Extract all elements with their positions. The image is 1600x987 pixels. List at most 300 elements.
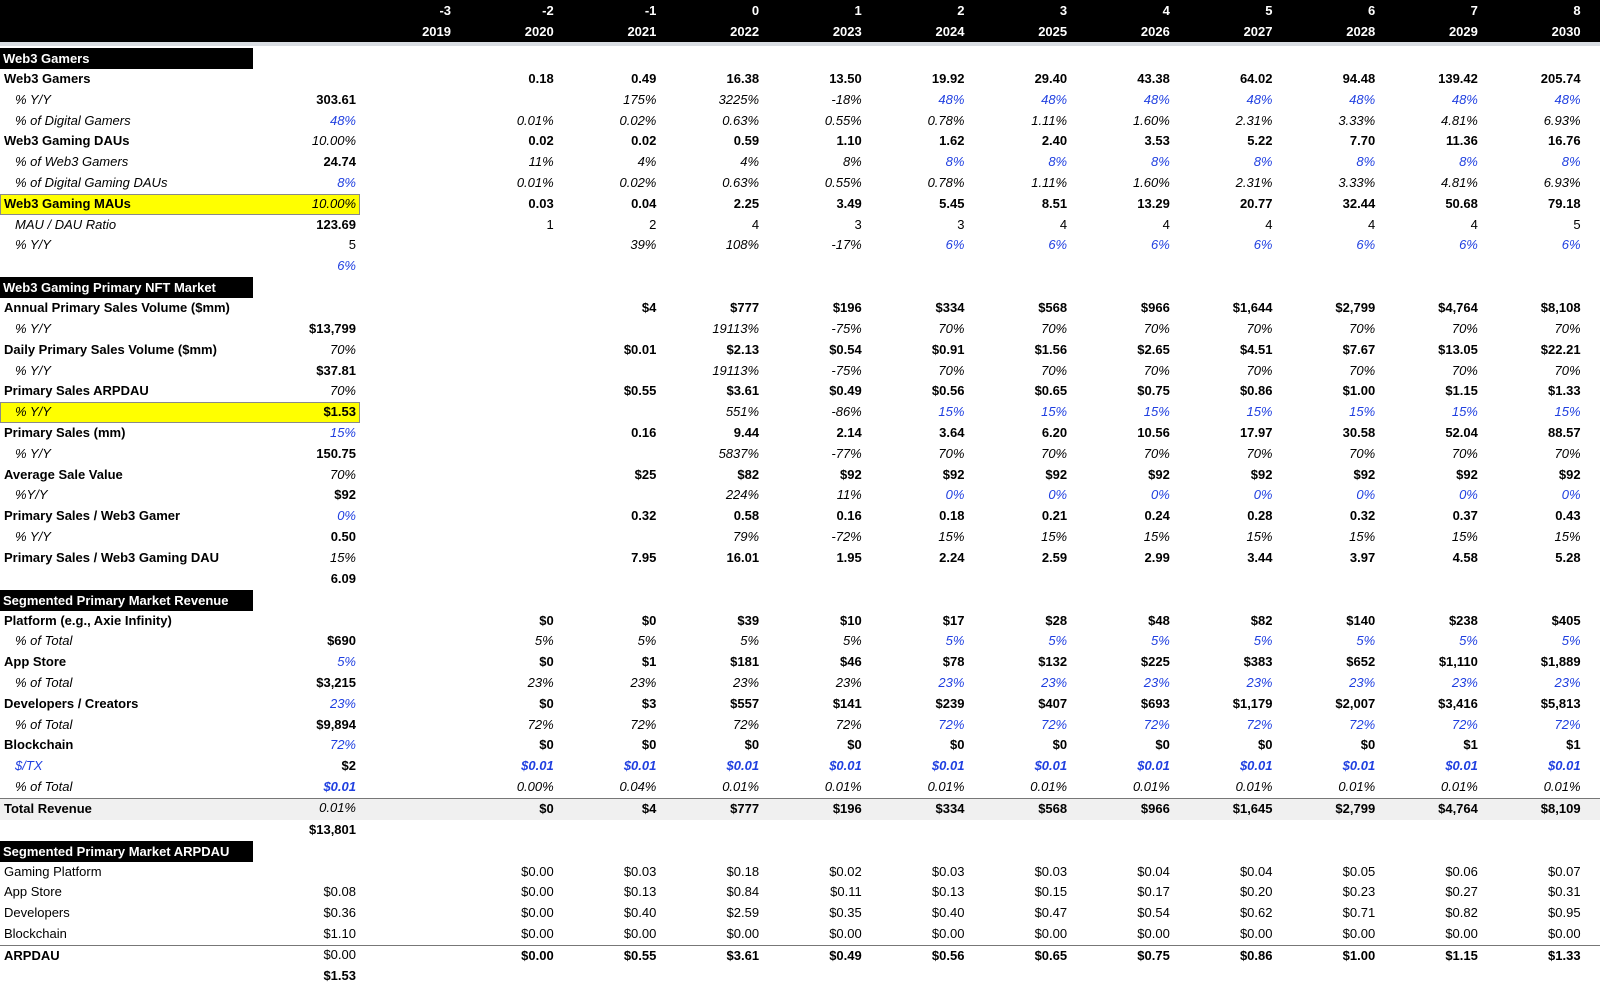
data-cell[interactable]: 70%	[1349, 445, 1376, 461]
data-cell[interactable]: $78	[942, 654, 965, 670]
data-cell[interactable]: 72%	[1349, 716, 1376, 732]
data-cell[interactable]	[558, 402, 661, 423]
data-cell[interactable]: $0	[539, 800, 554, 816]
data-cell[interactable]: $334	[935, 800, 965, 816]
data-cell[interactable]: $0.01	[726, 758, 760, 774]
data-cell[interactable]: 5%	[637, 633, 657, 649]
data-cell[interactable]: 150.75	[316, 445, 356, 461]
data-cell[interactable]: 23%	[1451, 674, 1478, 690]
data-cell[interactable]: 70%	[938, 445, 965, 461]
data-cell[interactable]: $0.36	[323, 905, 356, 921]
data-cell[interactable]: $25	[634, 466, 657, 482]
data-cell[interactable]: $92	[1045, 466, 1068, 482]
data-cell[interactable]: 23%	[938, 674, 965, 690]
data-cell[interactable]: 1	[546, 216, 554, 232]
data-cell[interactable]: 5%	[1253, 633, 1273, 649]
data-cell[interactable]: 0%	[1048, 487, 1068, 503]
data-cell[interactable]: 3.53	[1144, 133, 1170, 149]
data-cell[interactable]: $966	[1140, 300, 1170, 316]
data-cell[interactable]: 15%	[938, 528, 965, 544]
data-cell[interactable]: 0.01%	[516, 112, 554, 128]
row-label[interactable]: Blockchain	[4, 737, 74, 753]
data-cell[interactable]: $690	[327, 633, 356, 649]
data-cell[interactable]: 70%	[1143, 320, 1170, 336]
data-cell[interactable]: $2	[341, 758, 356, 774]
data-cell[interactable]: 0.16	[631, 424, 657, 440]
year-header-cell[interactable]: 2021	[627, 24, 657, 39]
data-cell[interactable]	[360, 485, 558, 506]
data-cell[interactable]: $4	[641, 800, 657, 816]
data-cell[interactable]: $92	[840, 466, 862, 482]
data-cell[interactable]: $0	[539, 695, 554, 711]
data-cell[interactable]: 43.38	[1137, 71, 1170, 86]
data-cell[interactable]: $0.00	[521, 925, 554, 941]
data-cell[interactable]: 0.37	[1452, 508, 1478, 524]
data-cell[interactable]: 0.01%	[1338, 778, 1376, 794]
data-cell[interactable]	[360, 527, 558, 548]
data-cell[interactable]	[360, 319, 558, 340]
data-cell[interactable]: 8%	[1459, 154, 1478, 170]
data-cell[interactable]: $0.00	[1445, 925, 1478, 941]
data-cell[interactable]	[558, 361, 661, 382]
data-cell[interactable]: 0.01%	[1543, 778, 1581, 794]
period-header-cell[interactable]: -3	[439, 3, 451, 18]
data-cell[interactable]: 39%	[630, 237, 657, 253]
data-cell[interactable]: 70%	[1349, 362, 1376, 378]
data-cell[interactable]: $0.91	[931, 341, 965, 357]
data-cell[interactable]: 1.10	[836, 133, 862, 149]
data-cell[interactable]: -17%	[831, 237, 862, 253]
period-header-cell[interactable]: 6	[1367, 3, 1376, 18]
data-cell[interactable]: 72%	[1554, 716, 1581, 732]
data-cell[interactable]: $0.00	[931, 925, 965, 941]
data-cell[interactable]: $1.15	[1445, 383, 1478, 399]
data-cell[interactable]: 6%	[1356, 237, 1376, 253]
data-cell[interactable]: $140	[1346, 612, 1376, 628]
data-cell[interactable]: $0.40	[623, 905, 657, 921]
data-cell[interactable]: 0.78%	[927, 112, 965, 128]
data-cell[interactable]: 13.50	[829, 71, 862, 86]
data-cell[interactable]: 4.81%	[1441, 112, 1478, 128]
data-cell[interactable]: $4,764	[1438, 800, 1478, 816]
data-cell[interactable]: $0.13	[931, 884, 965, 900]
data-cell[interactable]: $0.01	[931, 758, 965, 774]
data-cell[interactable]: $557	[730, 695, 760, 711]
data-cell[interactable]: 1.11%	[1031, 174, 1068, 190]
data-cell[interactable]: 6.20	[1041, 424, 1068, 440]
data-cell[interactable]: 2.14	[836, 424, 862, 440]
row-label[interactable]: Daily Primary Sales Volume ($mm)	[4, 341, 217, 357]
data-cell[interactable]: 0%	[945, 487, 965, 503]
data-cell[interactable]: $0.00	[623, 925, 657, 941]
data-cell[interactable]: $0	[1052, 737, 1068, 753]
data-cell[interactable]: 15%	[1451, 404, 1478, 420]
data-cell[interactable]	[360, 402, 558, 423]
data-cell[interactable]: $0.35	[829, 905, 862, 921]
data-cell[interactable]: $0.18	[726, 863, 760, 879]
data-cell[interactable]: 5.28	[1555, 549, 1581, 565]
data-cell[interactable]: $652	[1346, 654, 1376, 670]
data-cell[interactable]: $196	[832, 300, 862, 316]
data-cell[interactable]: -72%	[831, 528, 862, 544]
data-cell[interactable]: $4	[641, 300, 657, 316]
data-cell[interactable]: 0.02	[528, 133, 554, 149]
year-header-cell[interactable]: 2019	[422, 24, 451, 39]
data-cell[interactable]: 6%	[1048, 237, 1068, 253]
data-cell[interactable]: $0.01	[323, 778, 356, 794]
period-header-cell[interactable]: 3	[1059, 3, 1068, 18]
data-cell[interactable]: $1.56	[1034, 341, 1068, 357]
data-cell[interactable]: 1.95	[836, 549, 862, 565]
period-header-cell[interactable]: 0	[751, 3, 760, 18]
data-cell[interactable]: 0.01%	[319, 799, 356, 815]
data-cell[interactable]: $0.71	[1342, 905, 1376, 921]
year-header-cell[interactable]: 2027	[1243, 24, 1273, 39]
data-cell[interactable]: $2.65	[1137, 341, 1170, 357]
data-cell[interactable]: $1,889	[1540, 654, 1581, 670]
row-label[interactable]: % Y/Y	[15, 404, 51, 420]
data-cell[interactable]: 5%	[740, 633, 760, 649]
data-cell[interactable]: 205.74	[1540, 71, 1581, 86]
data-cell[interactable]: 0.04	[631, 195, 657, 211]
data-cell[interactable]: $0.00	[521, 947, 554, 963]
data-cell[interactable]: 123.69	[316, 216, 356, 232]
data-cell[interactable]: 5%	[1151, 633, 1170, 649]
data-cell[interactable]: 6%	[945, 237, 965, 253]
data-cell[interactable]: $9,894	[316, 716, 356, 732]
data-cell[interactable]: 0%	[1151, 487, 1170, 503]
data-cell[interactable]: $2.13	[726, 341, 760, 357]
year-header-cell[interactable]: 2024	[935, 24, 965, 39]
data-cell[interactable]: 5	[348, 237, 356, 253]
data-cell[interactable]: 9.44	[733, 424, 760, 440]
data-cell[interactable]: 72%	[1041, 716, 1068, 732]
data-cell[interactable]: 72%	[1246, 716, 1273, 732]
data-cell[interactable]	[360, 423, 558, 444]
data-cell[interactable]: 6%	[1151, 237, 1170, 253]
data-cell[interactable]: 72%	[1451, 716, 1478, 732]
data-cell[interactable]: 5%	[842, 633, 862, 649]
data-cell[interactable]: $1.33	[1548, 947, 1581, 963]
data-cell[interactable]: 5%	[945, 633, 965, 649]
data-cell[interactable]: 11.36	[1446, 133, 1478, 149]
data-cell[interactable]: 88.57	[1548, 424, 1581, 440]
data-cell[interactable]: 15%	[1041, 528, 1068, 544]
row-label[interactable]: App Store	[4, 654, 67, 670]
data-cell[interactable]: 6.93%	[1543, 112, 1581, 128]
data-cell[interactable]: $225	[1140, 654, 1170, 670]
data-cell[interactable]: 79%	[733, 528, 760, 544]
data-cell[interactable]: 3.97	[1349, 549, 1376, 565]
data-cell[interactable]: 0%	[1253, 487, 1273, 503]
data-cell[interactable]	[558, 319, 661, 340]
data-cell[interactable]: 0.01%	[927, 778, 965, 794]
data-cell[interactable]: $0.01	[1239, 758, 1273, 774]
data-cell[interactable]: 0.50	[330, 528, 356, 544]
data-cell[interactable]: 4	[1265, 216, 1273, 232]
data-cell[interactable]: 4.81%	[1441, 174, 1478, 190]
data-cell[interactable]: $7.67	[1342, 341, 1376, 357]
data-cell[interactable]: $1,644	[1232, 300, 1273, 316]
data-cell[interactable]	[360, 381, 558, 402]
data-cell[interactable]: $1.15	[1445, 947, 1478, 963]
data-cell[interactable]: $0.84	[726, 884, 760, 900]
data-cell[interactable]: 70%	[1451, 320, 1478, 336]
data-cell[interactable]: $0	[949, 737, 965, 753]
data-cell[interactable]: $0.03	[623, 863, 657, 879]
row-label[interactable]: Web3 Gaming DAUs	[4, 133, 130, 149]
data-cell[interactable]: $0.01	[521, 758, 554, 774]
data-cell[interactable]: $777	[730, 800, 760, 816]
data-cell[interactable]: $0.65	[1034, 383, 1068, 399]
data-cell[interactable]: $0.75	[1137, 947, 1170, 963]
data-cell[interactable]: 19.92	[931, 71, 965, 86]
data-cell[interactable]: 0.28	[1247, 508, 1273, 524]
data-cell[interactable]: $0.00	[521, 884, 554, 900]
data-cell[interactable]: $0.05	[1342, 863, 1376, 879]
data-cell[interactable]: 72%	[527, 716, 554, 732]
data-cell[interactable]: 3	[854, 216, 862, 232]
data-cell[interactable]: 5.45	[939, 195, 965, 211]
header-blank-cell[interactable]	[0, 0, 360, 21]
data-cell[interactable]: 4	[1059, 216, 1068, 232]
data-cell[interactable]: $92	[1148, 466, 1170, 482]
data-cell[interactable]: $0.62	[1239, 905, 1273, 921]
data-cell[interactable]: 70%	[1143, 445, 1170, 461]
data-cell[interactable]: 3.33%	[1338, 112, 1376, 128]
period-header-cell[interactable]: 1	[854, 3, 862, 18]
data-cell[interactable]: $22.21	[1540, 341, 1581, 357]
data-cell[interactable]: $0.02	[829, 863, 862, 879]
data-cell[interactable]: 16.01	[726, 549, 760, 565]
data-cell[interactable]: 48%	[938, 91, 965, 107]
data-cell[interactable]: $0.01	[1445, 758, 1478, 774]
data-cell[interactable]: -18%	[831, 91, 862, 107]
data-cell[interactable]: $181	[730, 654, 760, 670]
row-label[interactable]: Primary Sales / Web3 Gamer	[4, 508, 181, 524]
data-cell[interactable]: $1.33	[1548, 383, 1581, 399]
data-cell[interactable]: 175%	[623, 91, 657, 107]
data-cell[interactable]: $0.15	[1034, 884, 1068, 900]
data-cell[interactable]: $0.20	[1239, 884, 1273, 900]
data-cell[interactable]: $0.00	[1034, 925, 1068, 941]
data-cell[interactable]: 0.01%	[1030, 778, 1068, 794]
data-cell[interactable]: $0.00	[1239, 925, 1273, 941]
data-cell[interactable]: 48%	[1143, 91, 1170, 107]
data-cell[interactable]: 1.11%	[1031, 112, 1068, 128]
data-cell[interactable]: 70%	[329, 341, 356, 357]
data-cell[interactable]: 79.18	[1548, 195, 1581, 211]
data-cell[interactable]: $0.01	[623, 341, 657, 357]
data-cell[interactable]: 6%	[1561, 237, 1581, 253]
data-cell[interactable]: 17.97	[1239, 424, 1273, 440]
data-cell[interactable]: 0.58	[733, 508, 760, 524]
data-cell[interactable]: 5.22	[1247, 133, 1273, 149]
row-label[interactable]: $/TX	[15, 758, 43, 774]
data-cell[interactable]: $0	[847, 737, 862, 753]
year-header-cell[interactable]: 2028	[1346, 24, 1376, 39]
row-label[interactable]: % of Digital Gaming DAUs	[15, 174, 168, 190]
data-cell[interactable]: $13,799	[309, 320, 356, 336]
data-cell[interactable]: 23%	[527, 674, 554, 690]
data-cell[interactable]: $3,416	[1438, 695, 1478, 711]
data-cell[interactable]: 4%	[637, 154, 657, 170]
data-cell[interactable]: $0.00	[1548, 925, 1581, 941]
data-cell[interactable]: 23%	[1041, 674, 1068, 690]
data-cell[interactable]: 70%	[329, 466, 356, 482]
data-cell[interactable]: $92	[334, 487, 356, 503]
period-header-cell[interactable]: 7	[1470, 3, 1478, 18]
row-label[interactable]: Web3 Gamers	[4, 71, 91, 86]
data-cell[interactable]: $92	[1353, 466, 1376, 482]
data-cell[interactable]: $8,108	[1540, 300, 1581, 316]
data-cell[interactable]: 70%	[938, 320, 965, 336]
data-cell[interactable]: 8.51	[1041, 195, 1068, 211]
data-cell[interactable]: $0.00	[521, 905, 554, 921]
data-cell[interactable]: 15%	[1554, 528, 1581, 544]
data-cell[interactable]: 7.95	[631, 549, 657, 565]
data-cell[interactable]: $0.13	[623, 884, 657, 900]
data-cell[interactable]: $0.40	[931, 905, 965, 921]
data-cell[interactable]: $0.82	[1445, 905, 1478, 921]
data-cell[interactable]: $0.65	[1034, 947, 1068, 963]
data-cell[interactable]: $0.01	[1034, 758, 1068, 774]
data-cell[interactable]	[558, 444, 661, 465]
data-cell[interactable]: 70%	[1041, 320, 1068, 336]
data-cell[interactable]: $0.00	[1342, 925, 1376, 941]
data-cell[interactable]: -75%	[831, 320, 862, 336]
period-header-cell[interactable]: 5	[1265, 3, 1273, 18]
data-cell[interactable]: 23%	[1554, 674, 1581, 690]
row-label[interactable]: % of Total	[15, 716, 73, 732]
row-label[interactable]: MAU / DAU Ratio	[15, 216, 117, 232]
data-cell[interactable]: 8%	[842, 154, 862, 170]
data-cell[interactable]: $0.04	[1137, 863, 1170, 879]
data-cell[interactable]: 108%	[725, 237, 760, 253]
data-cell[interactable]: 19113%	[712, 320, 760, 336]
data-cell[interactable]: $1	[1566, 737, 1581, 753]
data-cell[interactable]: $8,109	[1540, 800, 1581, 816]
data-cell[interactable]: $92	[1456, 466, 1478, 482]
data-cell[interactable]: 0.24	[1144, 508, 1170, 524]
data-cell[interactable]: 32.44	[1342, 195, 1376, 211]
data-cell[interactable]: 0%	[1459, 487, 1478, 503]
data-cell[interactable]: 6.93%	[1543, 174, 1581, 190]
data-cell[interactable]: 2.59	[1041, 549, 1068, 565]
data-cell[interactable]: $3,215	[316, 674, 356, 690]
data-cell[interactable]: $0	[641, 737, 657, 753]
data-cell[interactable]: $2,007	[1335, 695, 1376, 711]
data-cell[interactable]: $92	[1250, 466, 1273, 482]
data-cell[interactable]: $693	[1140, 695, 1170, 711]
row-label[interactable]: Total Revenue	[4, 800, 92, 816]
data-cell[interactable]: 6%	[1459, 237, 1478, 253]
data-cell[interactable]: 11%	[528, 154, 554, 170]
data-cell[interactable]: $334	[935, 300, 965, 316]
data-cell[interactable]: 303.61	[316, 91, 356, 107]
data-cell[interactable]: 2.31%	[1235, 174, 1273, 190]
year-header-cell[interactable]: 2023	[832, 24, 862, 39]
data-cell[interactable]	[360, 444, 558, 465]
data-cell[interactable]: $0.07	[1548, 863, 1581, 879]
data-cell[interactable]: 0.18	[528, 71, 554, 86]
data-cell[interactable]: $46	[840, 654, 862, 670]
data-cell[interactable]: $0.06	[1445, 863, 1478, 879]
row-label[interactable]: % of Total	[15, 633, 73, 649]
data-cell[interactable]: 0%	[1561, 487, 1581, 503]
data-cell[interactable]: $1	[641, 654, 657, 670]
data-cell[interactable]: $0.75	[1137, 383, 1170, 399]
data-cell[interactable]: 551%	[725, 404, 760, 420]
period-header-cell[interactable]: -2	[542, 3, 554, 18]
data-cell[interactable]: 5	[1573, 216, 1581, 232]
data-cell[interactable]: 5837%	[718, 445, 760, 461]
data-cell[interactable]: $0.01	[1342, 758, 1376, 774]
data-cell[interactable]: 70%	[1143, 362, 1170, 378]
data-cell[interactable]: 0.21	[1041, 508, 1068, 524]
data-cell[interactable]: $0.01	[1137, 758, 1170, 774]
data-cell[interactable]: 48%	[1349, 91, 1376, 107]
data-cell[interactable]: 94.48	[1342, 71, 1376, 86]
data-cell[interactable]: 15%	[1246, 528, 1273, 544]
data-cell[interactable]: $0	[1155, 737, 1170, 753]
data-cell[interactable]: $1,645	[1232, 800, 1273, 816]
data-cell[interactable]: 70%	[1451, 362, 1478, 378]
data-cell[interactable]: 0.32	[631, 508, 657, 524]
data-cell[interactable]: 70%	[1554, 445, 1581, 461]
data-cell[interactable]: 48%	[1451, 91, 1478, 107]
row-label[interactable]: Gaming Platform	[4, 863, 102, 879]
data-cell[interactable]: 23%	[329, 695, 356, 711]
data-cell[interactable]: 20.77	[1239, 195, 1273, 211]
period-header-cell[interactable]: 8	[1573, 3, 1581, 18]
data-cell[interactable]: -77%	[831, 445, 862, 461]
data-cell[interactable]: 70%	[1041, 362, 1068, 378]
data-cell[interactable]: $0.08	[323, 884, 356, 900]
data-cell[interactable]: $4,764	[1438, 300, 1478, 316]
data-cell[interactable]: $0.00	[1137, 925, 1170, 941]
data-cell[interactable]: 3.33%	[1338, 174, 1376, 190]
row-label[interactable]: Annual Primary Sales Volume ($mm)	[4, 300, 230, 316]
data-cell[interactable]: $92	[942, 466, 965, 482]
period-header-cell[interactable]: 4	[1162, 3, 1170, 18]
row-label[interactable]: % Y/Y	[15, 91, 51, 107]
data-cell[interactable]: $966	[1140, 800, 1170, 816]
data-cell[interactable]: 2.24	[939, 549, 965, 565]
row-label[interactable]: % Y/Y	[15, 362, 51, 378]
data-cell[interactable]: $5,813	[1540, 695, 1581, 711]
data-cell[interactable]: $1.53	[323, 968, 356, 984]
data-cell[interactable]: 30.58	[1342, 424, 1376, 440]
data-cell[interactable]: 15%	[1246, 404, 1273, 420]
data-cell[interactable]: 23%	[1246, 674, 1273, 690]
data-cell[interactable]: $0.04	[1239, 863, 1273, 879]
data-cell[interactable]: $0	[1360, 737, 1376, 753]
data-cell[interactable]: $405	[1551, 612, 1581, 628]
data-cell[interactable]: 0.18	[939, 508, 965, 524]
data-cell[interactable]: 2.25	[733, 195, 760, 211]
data-cell[interactable]: $0.54	[1137, 905, 1170, 921]
data-cell[interactable]: 1.62	[939, 133, 965, 149]
data-cell[interactable]: 23%	[733, 674, 760, 690]
data-cell[interactable]: 0.32	[1349, 508, 1376, 524]
data-cell[interactable]: $0.55	[623, 947, 657, 963]
data-cell[interactable]: 7.70	[1349, 133, 1376, 149]
data-cell[interactable]: $0.49	[829, 383, 862, 399]
data-cell[interactable]: 15%	[1451, 528, 1478, 544]
data-cell[interactable]: $0.03	[1034, 863, 1068, 879]
data-cell[interactable]: $2,799	[1335, 300, 1376, 316]
